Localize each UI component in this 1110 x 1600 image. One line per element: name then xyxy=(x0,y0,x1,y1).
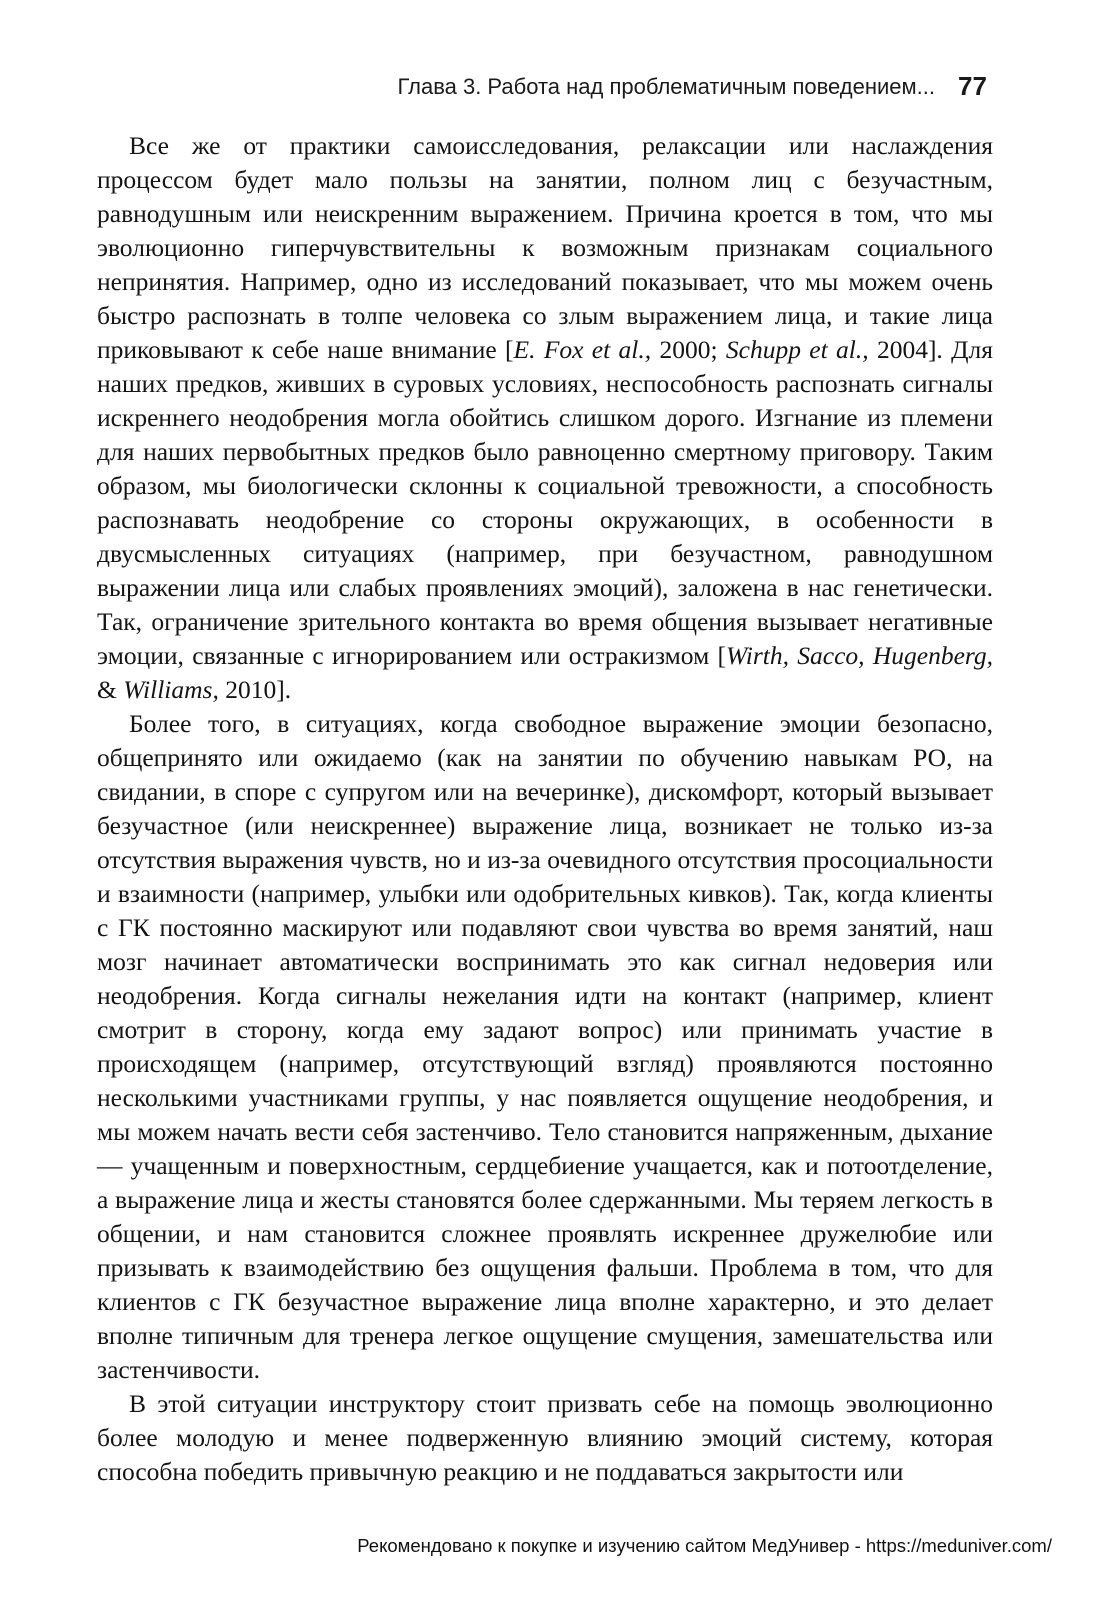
paragraph-1 xyxy=(97,129,993,707)
paragraph-2: Более того, в ситуациях, когда свободное выражение эмоции безопасно, общепринято или ожидаемо (как на занятии по обучению навыкам РО, на свидании, в споре с супругом или на вечеринке), дискомфорт, который вызывает безучастное (или неискреннее) выражение лица, возникает не только из-за отсутствия выражения чувств, но и из-за очевидного отсутствия просоциальности и взаимности (например, улыбки или одобрительных кивков). Так, когда клиенты с ГК постоянно маскируют или подавляют свои чувства во время занятий, наш мозг начинает автоматически воспринимать это как сигнал недоверия или неодобрения. Когда сигналы нежелания идти на контакт (например, клиент смотрит в сторону, когда ему задают вопрос) или принимать участие в происходящем (например, отсутствующий взгляд) проявляются постоянно несколькими участниками группы, у нас появляется ощущение неодобрения, и мы можем начать вести себя застенчиво. Тело становится напряженным, дыхание — учащенным и поверхностным, сердцебиение учащается, как и потоотделение, а выражение лица и жесты становятся более сдержанными. Мы теряем легкость в общении, и нам становится сложнее проявлять искреннее дружелюбие или призывать к взаимодействию без ощущения фальши. Проблема в том, что для клиентов с ГК безучастное выражение лица вполне характерно, и это делает вполне типичным для тренера легкое ощущение смущения, замешательства или застенчивости. xyxy=(97,709,993,1384)
paragraph-3: В этой ситуации инструктору стоит призвать себе на помощь эволюционно более молодую и менее подверженную влиянию эмоций систему, которая способна победить привычную реакцию и не поддаваться закрытости или xyxy=(97,1389,993,1486)
page-header xyxy=(0,72,1110,112)
footer-note: Рекомендовано к покупке и изучению сайтом МедУнивер - https://meduniver.com/ xyxy=(357,1535,1052,1556)
paragraph-1-text-5: 2010]. xyxy=(218,675,292,704)
paragraph-1-text-3: 2004]. Для наших предков, живших в суровых условиях, неспособность распознать сигналы искреннего неодобрения могла обойтись слишком дорого. Изгнание из племени для наших первобытных предков было равноценно смертному приговору. Таким образом, мы биологически склонны к социальной тревожности, а способность распознавать неодобрение со стороны окружающих, в особенности в двусмысленных ситуациях (например, при безучастном, равнодушном выражении лица или слабых проявлениях эмоций), заложена в нас генетически. Так, ограничение зрительного контакта во время общения вызывает негативные эмоции, связанные с игнорированием или остракизмом [ xyxy=(97,335,993,670)
page-number: 77 xyxy=(958,71,987,101)
citation-schupp: Schupp et al., xyxy=(725,335,869,364)
citation-williams: Williams, xyxy=(123,675,219,704)
paragraph-1-text-1: Все же от практики самоисследования, релаксации или наслаждения процессом будет мало пользы на занятии, полном лиц с безучастным, равнодушным или неискренним выражением. Причина кроется в том, что мы эволюционно гиперчувствительны к возможным признакам социального непринятия. Например, одно из исследований показывает, что мы можем очень быстро распознать в толпе человека со злым выражением лица, и такие лица приковывают к себе наше внимание [ xyxy=(97,131,993,364)
running-head: Глава 3. Работа над проблематичным поведением... xyxy=(397,74,935,99)
citation-wirth: Wirth, Sacco, Hugenberg, xyxy=(725,641,993,670)
body-text xyxy=(97,129,993,1489)
citation-fox: E. Fox et al., xyxy=(513,335,652,364)
paragraph-1-text-4: & xyxy=(97,675,124,704)
paragraph-1-text-2: 2000; xyxy=(651,335,726,364)
